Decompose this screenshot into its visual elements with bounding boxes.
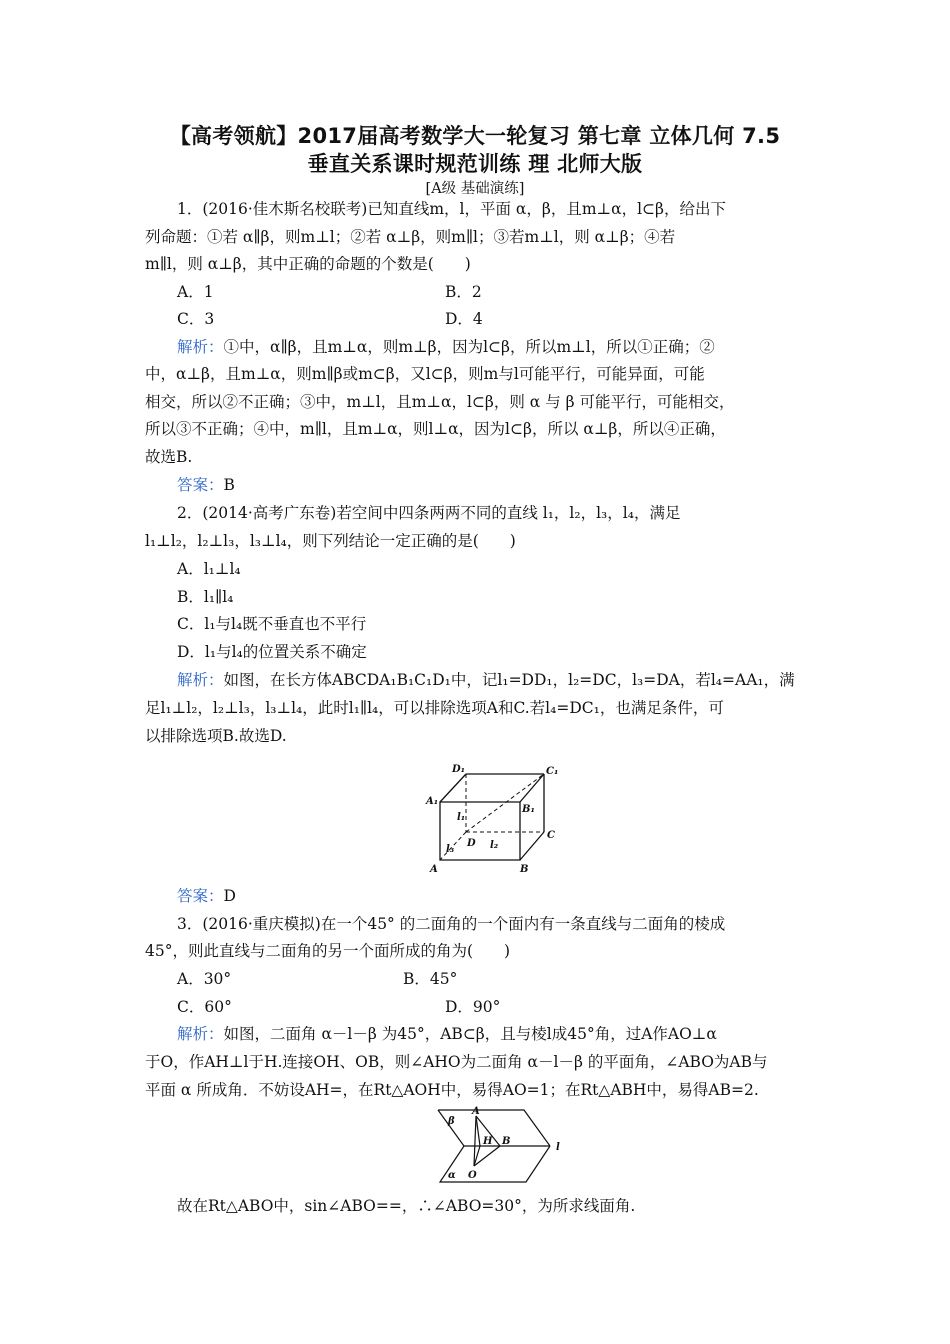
q3-option-c: C．60° [177,998,232,1016]
q2-analysis-line: 以排除选项B.故选D. [145,727,287,745]
plane-beta [438,1110,550,1146]
analysis-label: 解析： [177,671,224,689]
label-d: D [467,838,476,849]
q3-option-b: B．45° [403,970,458,988]
label-o: O [468,1170,477,1181]
label-l: l [556,1142,560,1153]
label-b: B [520,864,529,875]
cuboid-edge [440,774,466,802]
label-c: C [547,830,555,841]
q3-conclusion-line: 故在Rt△ABO中，sin∠ABO==，∴∠ABO=30°，为所求线面角. [177,1197,636,1215]
label-l3: l₃ [446,844,455,855]
q1-analysis-line: 相交，所以②不正确；③中，m⊥l，且m⊥α，l⊂β，则 α 与 β 可能平行，可能相交， [145,393,735,411]
q1-option-d: D．4 [445,310,483,328]
q2-option-b: B．l₁∥l₄ [177,588,234,606]
plane-alpha [440,1146,550,1182]
document-title-line1: 【高考领航】2017届高考数学大一轮复习 第七章 立体几何 7.5 [169,124,781,148]
diagonal-dc1 [466,774,544,832]
q2-analysis-line: 足l₁⊥l₂，l₂⊥l₃，l₃⊥l₄，此时l₁∥l₄，可以排除选项A和C.若l₄=DC₁，也满足条件，可 [145,699,724,717]
q3-option-d: D．90° [445,998,501,1016]
analysis-label: 解析： [177,1025,224,1043]
q2-option-c: C．l₁与l₄既不垂直也不平行 [177,615,367,633]
section-level-label: [A级 基础演练] [425,181,525,197]
q1-option-b: B．2 [445,283,482,301]
q1-option-c: C．3 [177,310,215,328]
answer-label: 答案： [177,476,224,494]
q1-line: 列命题：①若 α∥β，则m⊥l；②若 α⊥β，则m∥l；③若m⊥l，则 α⊥β；④若 [145,228,676,246]
q1-line: m∥l，则 α⊥β，其中正确的命题的个数是( ) [145,255,471,273]
q1-analysis-line: 解析：①中，α∥β，且m⊥α，则m⊥β，因为l⊂β，所以m⊥l，所以①正确；② [177,338,715,356]
label-h: H [483,1136,493,1147]
label-alpha: α [448,1170,456,1181]
analysis-label: 解析： [177,338,224,356]
label-c1: C₁ [546,766,559,777]
label-a: A [430,864,438,875]
q1-analysis-line: 所以③不正确；④中，m∥l，且m⊥α，则l⊥α，因为l⊂β，所以 α⊥β，所以④正确， [145,420,726,438]
q2-option-d: D．l₁与l₄的位置关系不确定 [177,643,367,661]
segment-ob [474,1146,500,1166]
q1-option-a: A．1 [177,283,214,301]
dihedral-angle-figure [428,1104,580,1188]
q1-analysis-line: 故选B. [145,448,193,466]
q2-analysis-line: 解析：如图，在长方体ABCDA₁B₁C₁D₁中，记l₁=DD₁，l₂=DC，l₃=DA，若l₄=AA₁，满 [177,671,795,689]
label-l1: l₁ [457,812,466,823]
label-b1: B₁ [522,804,535,815]
label-l2: l₂ [490,840,499,851]
q2-option-a: A．l₁⊥l₄ [177,560,241,578]
q2-line: l₁⊥l₂，l₂⊥l₃，l₃⊥l₄，则下列结论一定正确的是( ) [145,532,516,550]
q3-analysis-line: 于O，作AH⊥l于H.连接OH、OB，则∠AHO为二面角 α－l－β 的平面角，∠ABO为AB与 [145,1053,768,1071]
q1-line: 1．(2016·佳木斯名校联考)已知直线m，l，平面 α，β，且m⊥α，l⊂β，给出下 [177,200,726,218]
cuboid-edge [520,832,544,860]
label-a: A [472,1106,480,1117]
q1-answer: 答案：B [177,476,235,494]
q3-analysis-line: 平面 α 所成角．不妨设AH=，在Rt△AOH中，易得AO=1；在Rt△ABH中，易得AB=2. [145,1081,759,1099]
q3-analysis-line: 解析：如图，二面角 α－l－β 为45°，AB⊂β，且与棱l成45°角，过A作AO⊥α [177,1025,717,1043]
q2-line: 2．(2014·高考广东卷)若空间中四条两两不同的直线 l₁，l₂，l₃，l₄，满足 [177,504,681,522]
q1-analysis-line: 中，α⊥β，且m⊥α，则m∥β或m⊂β，又l⊂β，则m与l可能平行，可能异面，可能 [145,365,705,383]
label-a1: A₁ [426,796,439,807]
q3-line: 3．(2016·重庆模拟)在一个45° 的二面角的一个面内有一条直线与二面角的棱成 [177,915,726,933]
label-beta: β [448,1116,455,1127]
cuboid-figure [424,760,564,878]
label-b: B [502,1136,511,1147]
q3-option-a: A．30° [177,970,232,988]
answer-label: 答案： [177,887,224,905]
cuboid-edge [520,774,544,802]
document-title-line2: 垂直关系课时规范训练 理 北师大版 [307,152,643,176]
q3-line: 45°，则此直线与二面角的另一个面所成的角为( ) [145,942,511,960]
q2-answer: 答案：D [177,887,236,905]
label-d1: D₁ [452,764,466,775]
